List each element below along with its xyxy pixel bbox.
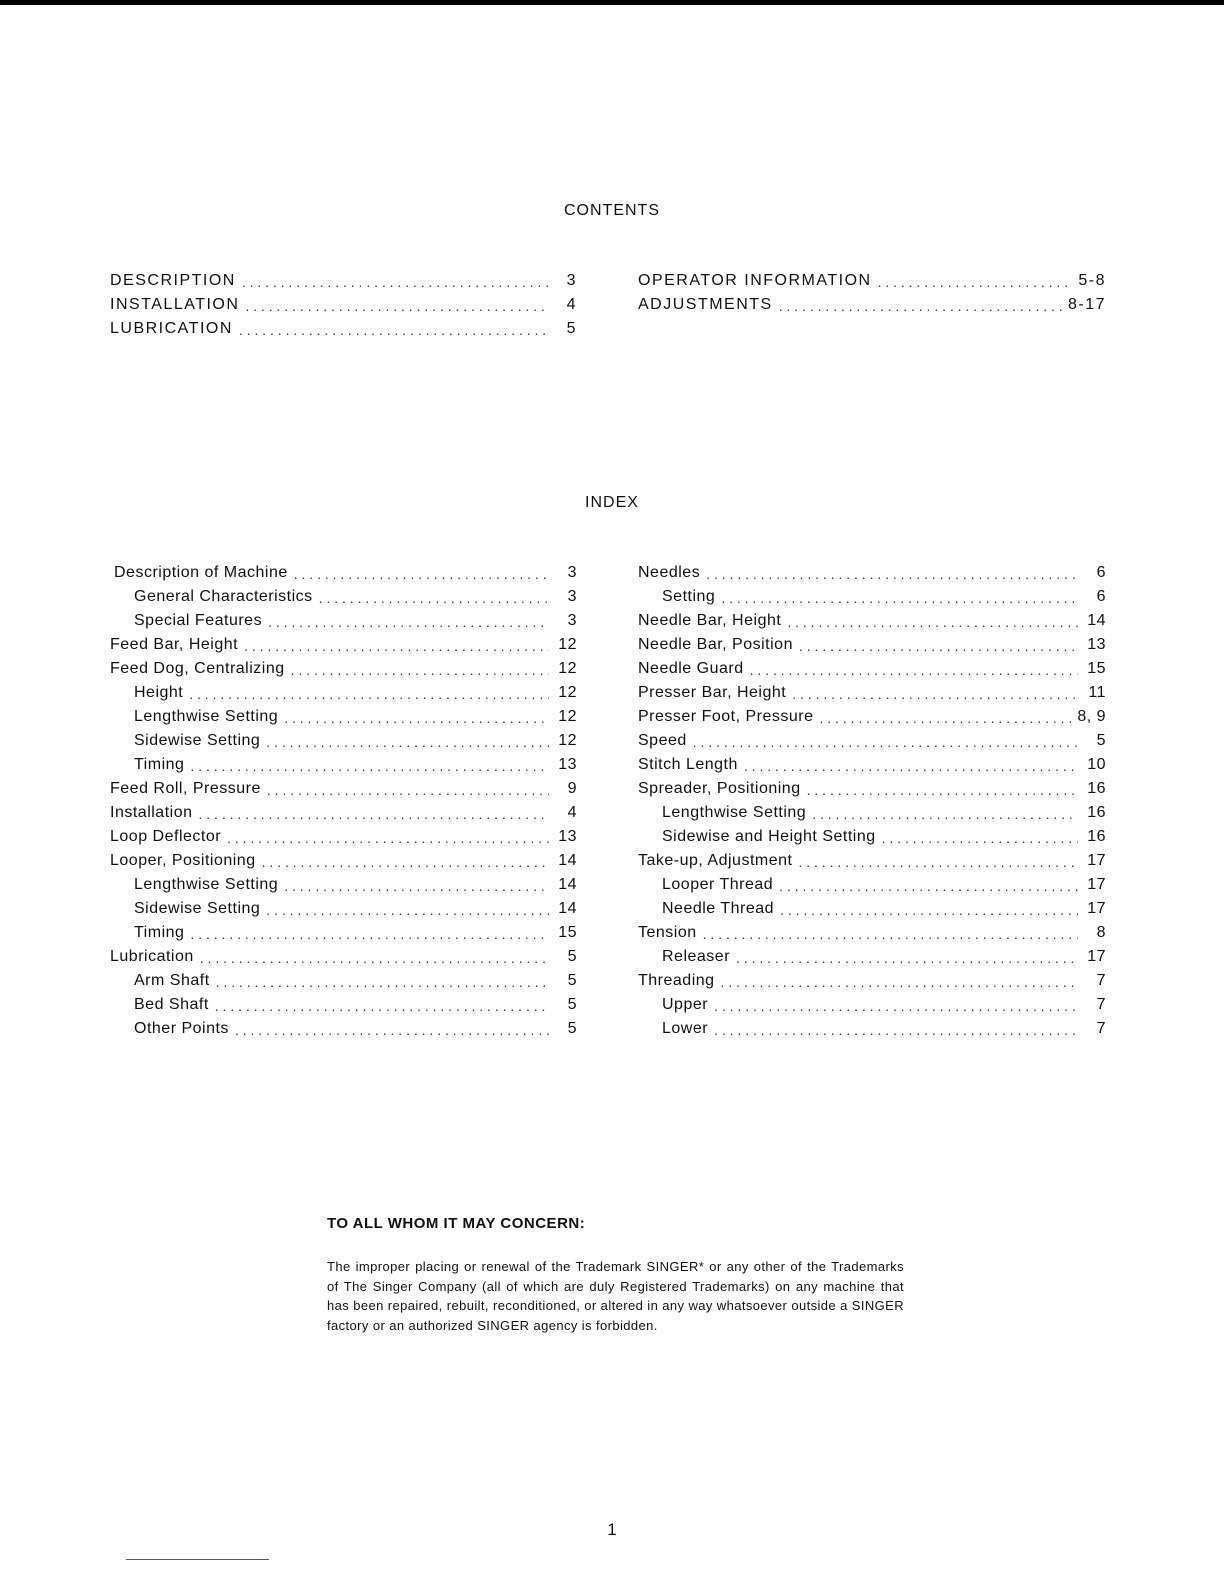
index-entry xyxy=(638,726,1106,750)
index-subentry xyxy=(638,894,1106,918)
entry-page: 8, 9 xyxy=(1077,708,1106,725)
entry-label: Installation xyxy=(110,804,193,821)
entry-label: Timing xyxy=(134,756,185,773)
index-subentry xyxy=(110,966,577,990)
leader-dots xyxy=(779,878,1078,894)
index-entry xyxy=(638,966,1106,990)
entry-label: OPERATOR INFORMATION xyxy=(638,272,872,289)
leader-dots xyxy=(267,782,549,798)
entry-page: 10 xyxy=(1087,756,1106,773)
entry-page: 14 xyxy=(558,876,577,893)
entry-label: Special Features xyxy=(134,612,263,629)
leader-dots xyxy=(792,686,1078,702)
index-subentry xyxy=(110,582,577,606)
entry-label: Upper xyxy=(662,996,709,1013)
index-subentry xyxy=(638,798,1106,822)
index-subentry xyxy=(110,1014,577,1038)
index-subentry xyxy=(110,750,577,774)
entry-page: 3 xyxy=(567,564,577,581)
leader-dots xyxy=(706,566,1078,582)
index-entry xyxy=(638,630,1106,654)
entry-label: Presser Bar, Height xyxy=(638,684,787,701)
index-entry xyxy=(110,846,577,870)
entry-page: 6 xyxy=(1096,564,1106,581)
contents-entry xyxy=(110,290,577,314)
index-subentry xyxy=(638,822,1106,846)
leader-dots xyxy=(750,662,1078,678)
index-subentry xyxy=(110,918,577,942)
entry-page: 17 xyxy=(1087,852,1106,869)
entry-label: Take-up, Adjustment xyxy=(638,852,793,869)
entry-label: Lengthwise Setting xyxy=(134,876,279,893)
entry-label: Sidewise and Height Setting xyxy=(662,828,876,845)
bottom-rule xyxy=(126,1559,269,1560)
index-subentry xyxy=(110,870,577,894)
index-entry xyxy=(110,774,577,798)
entry-page: 12 xyxy=(558,708,577,725)
entry-page: 12 xyxy=(558,732,577,749)
contents-entry xyxy=(110,266,577,290)
leader-dots xyxy=(284,710,549,726)
entry-label: Spreader, Positioning xyxy=(638,780,801,797)
entry-label: Feed Roll, Pressure xyxy=(110,780,261,797)
index-subentry xyxy=(638,582,1106,606)
index-subentry xyxy=(110,678,577,702)
top-border xyxy=(0,0,1224,5)
entry-label: Needle Bar, Position xyxy=(638,636,793,653)
leader-dots xyxy=(200,950,549,966)
entry-page: 17 xyxy=(1087,948,1106,965)
entry-page: 8 xyxy=(1096,924,1106,941)
entry-label: ADJUSTMENTS xyxy=(638,296,773,313)
index-entry xyxy=(110,822,577,846)
index-left-column xyxy=(110,558,577,1038)
leader-dots xyxy=(799,638,1078,654)
index-entry xyxy=(110,942,577,966)
entry-page: 16 xyxy=(1087,804,1106,821)
contents-right-column xyxy=(638,266,1106,314)
index-entry xyxy=(110,630,577,654)
index-entry xyxy=(638,702,1106,726)
entry-label: Sidewise Setting xyxy=(134,732,261,749)
entry-label: Presser Foot, Pressure xyxy=(638,708,814,725)
leader-dots xyxy=(215,998,549,1014)
entry-page: 9 xyxy=(567,780,577,797)
entry-page: 12 xyxy=(558,636,577,653)
leader-dots xyxy=(235,1022,549,1038)
entry-label: General Characteristics xyxy=(134,588,313,605)
entry-page: 12 xyxy=(558,660,577,677)
entry-label: DESCRIPTION xyxy=(110,272,236,289)
entry-label: Arm Shaft xyxy=(134,972,210,989)
leader-dots xyxy=(820,710,1072,726)
entry-page: 3 xyxy=(567,588,577,605)
entry-label: Needle Thread xyxy=(662,900,775,917)
entry-page: 5-8 xyxy=(1078,272,1106,289)
leader-dots xyxy=(882,830,1078,846)
leader-dots xyxy=(189,686,549,702)
leader-dots xyxy=(878,274,1073,290)
leader-dots xyxy=(266,734,549,750)
leader-dots xyxy=(245,298,549,314)
leader-dots xyxy=(812,806,1078,822)
leader-dots xyxy=(779,298,1062,314)
entry-page: 11 xyxy=(1088,684,1106,701)
entry-page: 5 xyxy=(567,996,577,1013)
index-entry xyxy=(638,918,1106,942)
leader-dots xyxy=(807,782,1078,798)
leader-dots xyxy=(744,758,1078,774)
leader-dots xyxy=(693,734,1078,750)
entry-label: Looper Thread xyxy=(662,876,774,893)
leader-dots xyxy=(780,902,1078,918)
leader-dots xyxy=(703,926,1078,942)
entry-label: Threading xyxy=(638,972,715,989)
entry-label: Lengthwise Setting xyxy=(134,708,279,725)
entry-label: Lower xyxy=(662,1020,709,1037)
index-entry xyxy=(638,654,1106,678)
entry-page: 5 xyxy=(567,1020,577,1037)
entry-page: 4 xyxy=(567,804,577,821)
leader-dots xyxy=(242,274,549,290)
entry-label: Loop Deflector xyxy=(110,828,222,845)
leader-dots xyxy=(291,662,549,678)
entry-page: 5 xyxy=(1096,732,1106,749)
leader-dots xyxy=(736,950,1078,966)
leader-dots xyxy=(714,998,1078,1014)
entry-page: 6 xyxy=(1096,588,1106,605)
index-subentry xyxy=(638,942,1106,966)
entry-page: 13 xyxy=(1087,636,1106,653)
entry-page: 3 xyxy=(567,612,577,629)
index-entry xyxy=(110,558,577,582)
entry-label: Lubrication xyxy=(110,948,194,965)
leader-dots xyxy=(239,322,549,338)
index-subentry xyxy=(638,990,1106,1014)
entry-label: LUBRICATION xyxy=(110,320,233,337)
leader-dots xyxy=(787,614,1078,630)
leader-dots xyxy=(190,758,549,774)
contents-left-column xyxy=(110,266,577,338)
entry-page: 7 xyxy=(1096,1020,1106,1037)
index-subentry xyxy=(110,726,577,750)
entry-label: Tension xyxy=(638,924,697,941)
leader-dots xyxy=(798,854,1078,870)
index-right-column xyxy=(638,558,1106,1038)
entry-page: 7 xyxy=(1096,972,1106,989)
index-subentry xyxy=(110,702,577,726)
entry-page: 14 xyxy=(558,852,577,869)
index-entry xyxy=(638,678,1106,702)
leader-dots xyxy=(216,974,549,990)
index-entry xyxy=(638,750,1106,774)
entry-page: 16 xyxy=(1087,780,1106,797)
contents-entry xyxy=(110,314,577,338)
entry-label: Releaser xyxy=(662,948,731,965)
entry-page: 5 xyxy=(567,972,577,989)
entry-label: Stitch Length xyxy=(638,756,738,773)
leader-dots xyxy=(284,878,549,894)
index-entry xyxy=(638,846,1106,870)
entry-page: 8-17 xyxy=(1067,296,1106,313)
entry-page: 13 xyxy=(558,756,577,773)
entry-page: 15 xyxy=(1087,660,1106,677)
contents-heading: CONTENTS xyxy=(564,202,660,219)
entry-label: Sidewise Setting xyxy=(134,900,261,917)
leader-dots xyxy=(190,926,549,942)
leader-dots xyxy=(721,974,1078,990)
leader-dots xyxy=(294,566,549,582)
entry-label: Needle Guard xyxy=(638,660,744,677)
entry-label: Lengthwise Setting xyxy=(662,804,807,821)
entry-label: Timing xyxy=(134,924,185,941)
leader-dots xyxy=(714,1022,1078,1038)
entry-label: Description of Machine xyxy=(114,564,288,581)
index-entry xyxy=(638,606,1106,630)
entry-label: INSTALLATION xyxy=(110,296,240,313)
entry-label: Height xyxy=(134,684,184,701)
entry-page: 14 xyxy=(558,900,577,917)
entry-label: Bed Shaft xyxy=(134,996,209,1013)
entry-page: 3 xyxy=(566,272,577,289)
leader-dots xyxy=(262,854,549,870)
entry-label: Needles xyxy=(638,564,701,581)
entry-page: 7 xyxy=(1096,996,1106,1013)
leader-dots xyxy=(266,902,549,918)
entry-page: 17 xyxy=(1087,900,1106,917)
entry-label: Setting xyxy=(662,588,716,605)
entry-page: 17 xyxy=(1087,876,1106,893)
leader-dots xyxy=(319,590,549,606)
entry-page: 16 xyxy=(1087,828,1106,845)
page-number: 1 xyxy=(607,1520,617,1539)
entry-label: Needle Bar, Height xyxy=(638,612,782,629)
entry-page: 5 xyxy=(567,948,577,965)
leader-dots xyxy=(244,638,549,654)
index-subentry xyxy=(110,606,577,630)
notice-body: The improper placing or renewal of the Trademark SINGER* or any other of the Trademarks of The Singer Company (all of which are duly Registered Trademarks) on any machine that has been repaired, rebuilt, reconditioned, or altered in any way whatsoever outside a SINGER factory or an authorized SINGER agency is forbidden. xyxy=(327,1259,904,1333)
entry-label: Speed xyxy=(638,732,687,749)
index-subentry xyxy=(638,1014,1106,1038)
leader-dots xyxy=(268,614,549,630)
entry-page: 4 xyxy=(566,296,577,313)
entry-label: Other Points xyxy=(134,1020,229,1037)
entry-page: 12 xyxy=(558,684,577,701)
entry-page: 15 xyxy=(558,924,577,941)
index-entry xyxy=(638,558,1106,582)
contents-entry xyxy=(638,290,1106,314)
entry-label: Feed Bar, Height xyxy=(110,636,239,653)
entry-page: 13 xyxy=(558,828,577,845)
index-subentry xyxy=(110,990,577,1014)
index-subentry xyxy=(638,870,1106,894)
index-entry xyxy=(110,654,577,678)
entry-page: 5 xyxy=(566,320,577,337)
leader-dots xyxy=(721,590,1078,606)
index-subentry xyxy=(110,894,577,918)
index-entry xyxy=(110,798,577,822)
entry-page: 14 xyxy=(1087,612,1106,629)
leader-dots xyxy=(199,806,550,822)
index-heading: INDEX xyxy=(585,494,639,511)
entry-label: Feed Dog, Centralizing xyxy=(110,660,285,677)
leader-dots xyxy=(227,830,549,846)
entry-label: Looper, Positioning xyxy=(110,852,256,869)
contents-entry xyxy=(638,266,1106,290)
notice-title: TO ALL WHOM IT MAY CONCERN: xyxy=(327,1215,586,1232)
index-entry xyxy=(638,774,1106,798)
